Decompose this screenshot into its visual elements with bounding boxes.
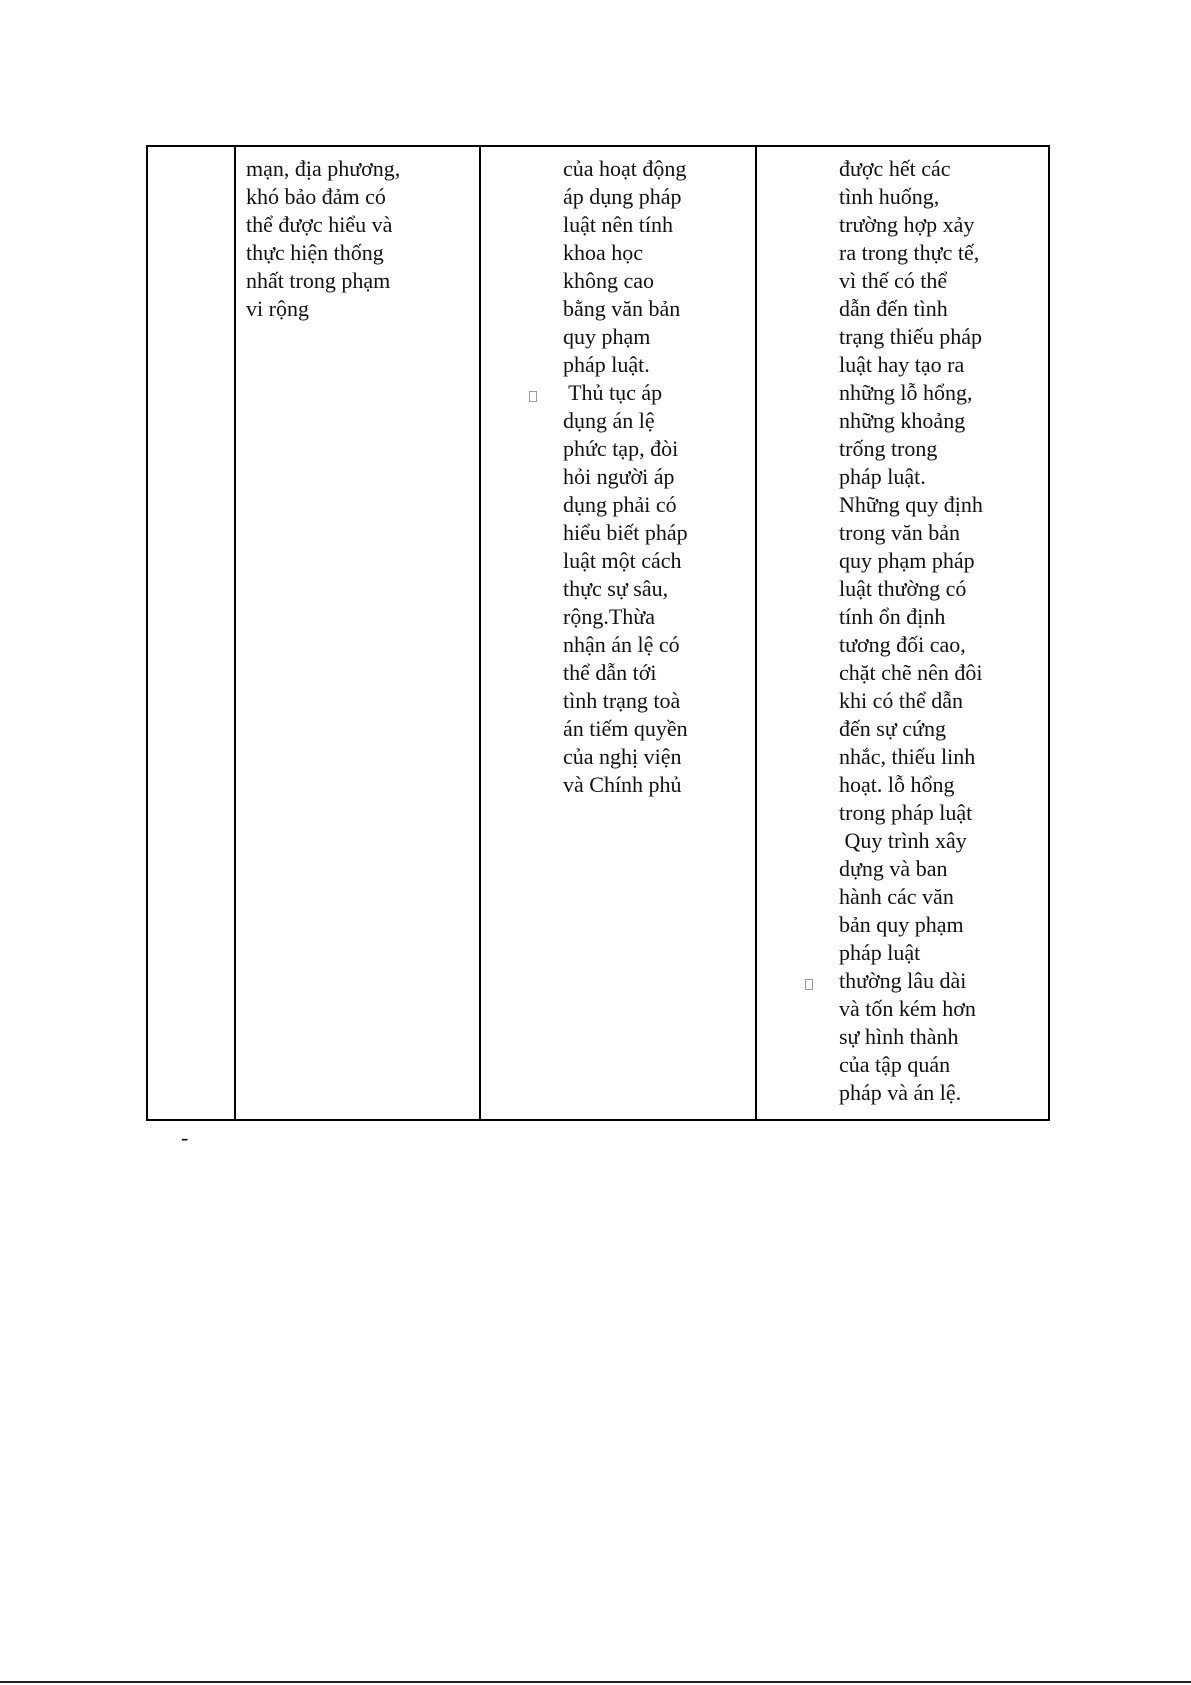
table-cell-column-4 <box>755 147 1048 1119</box>
missing-glyph-bullet-icon <box>805 979 813 990</box>
table-cell-column-2 <box>234 147 479 1119</box>
missing-glyph-bullet-icon <box>529 391 537 402</box>
page-bottom-divider <box>0 1681 1191 1683</box>
cell-text-column-3: của hoạt động áp dụng pháp luật nên tính khoa học không cao bằng văn bản quy phạm pháp luật. Thủ tục áp dụng án lệ phức tạp, đòi hỏi người áp dụng phải có hiểu biết pháp luật một cách thực sự sâu, rộng.Thừa nhận án lệ có thể dẫn tới tình trạng toà án tiếm quyền của nghị viện và Chính phủ <box>563 156 688 797</box>
table-cell-column-1 <box>148 147 234 1119</box>
cell-text-column-4: được hết các tình huống, trường hợp xảy ra trong thực tế, vì thế có thể dẫn đến tình trạng thiếu pháp luật hay tạo ra những lỗ hổng, những khoảng trống trong pháp luật. Những quy định trong văn bản quy phạm pháp luật thường có tính ổn định tương đối cao, chặt chẽ nên đôi khi có thể dẫn đến sự cứng nhắc, thiếu linh hoạt. lỗ hổng trong pháp luật Quy trình xây dựng và ban hành các văn bản quy phạm pháp luật thường lâu dài và tốn kém hơn sự hình thành của tập quán pháp và án lệ. <box>839 156 983 1105</box>
cell-text-column-2: mạn, địa phương, khó bảo đảm có thể được hiểu và thực hiện thống nhất trong phạm vi rộng <box>246 156 401 321</box>
comparison-table <box>146 145 1050 1121</box>
list-dash-marker: - <box>181 1125 189 1150</box>
table-cell-column-3 <box>479 147 755 1119</box>
